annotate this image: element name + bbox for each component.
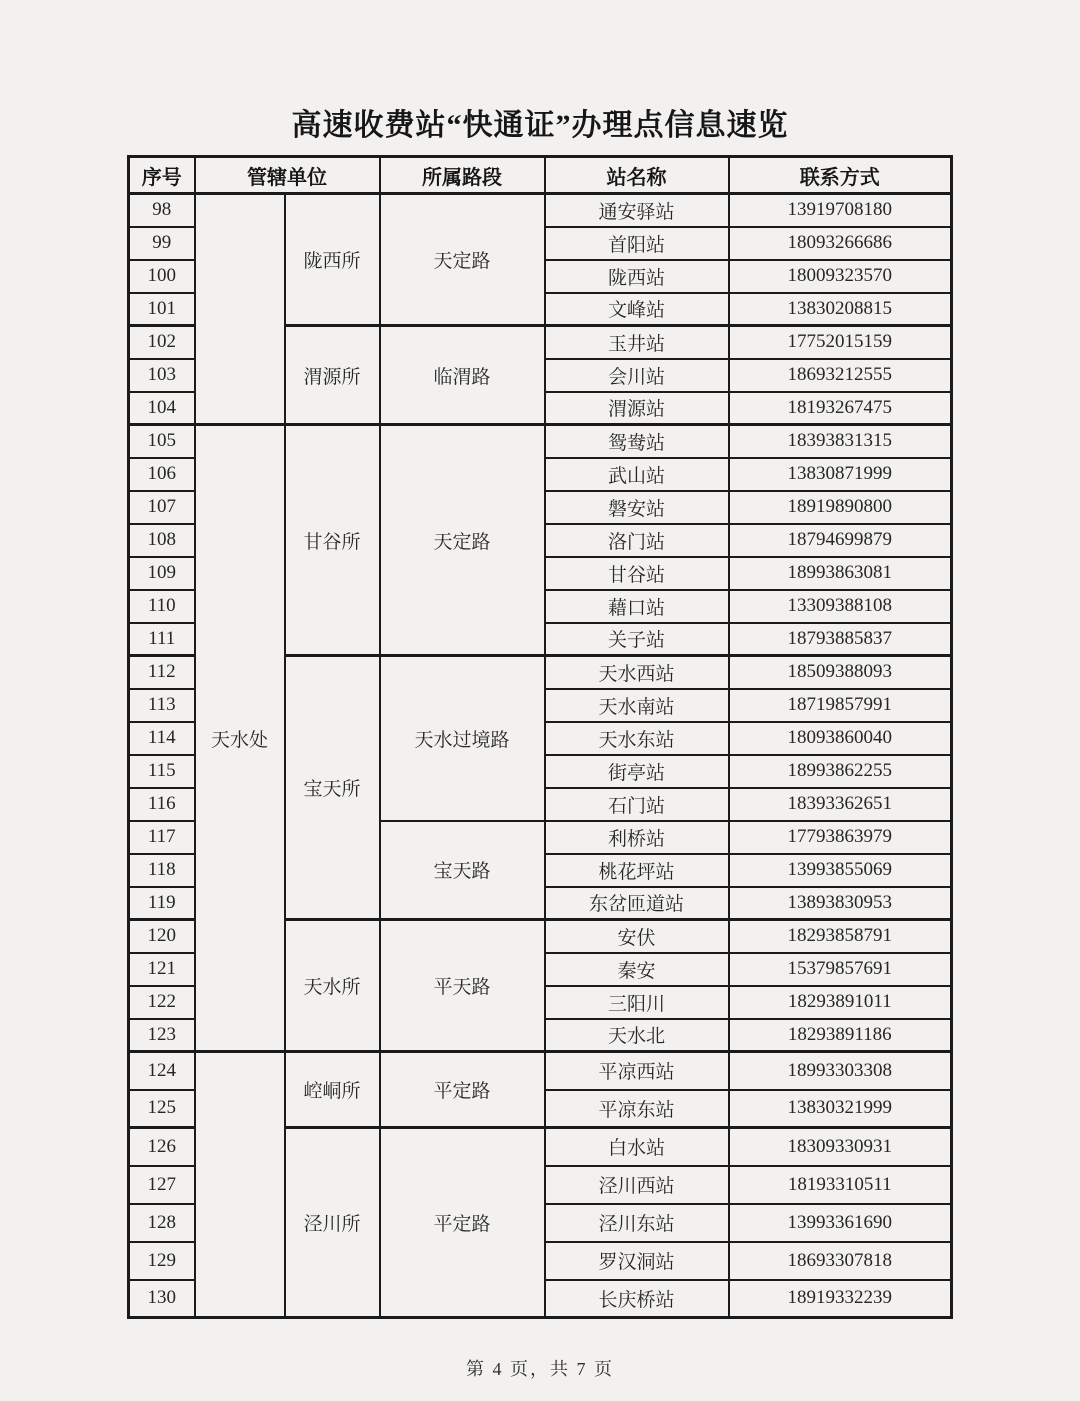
row-number-cell: 129	[129, 1242, 195, 1280]
row-number-cell: 122	[129, 986, 195, 1019]
row-number-cell: 123	[129, 1019, 195, 1052]
phone-cell: 13893830953	[729, 887, 952, 920]
station-cell: 天水东站	[545, 722, 729, 755]
phone-cell: 18093266686	[729, 227, 952, 260]
phone-cell: 18693307818	[729, 1242, 952, 1280]
station-cell: 武山站	[545, 458, 729, 491]
row-number-cell: 120	[129, 920, 195, 953]
phone-cell: 18293891186	[729, 1019, 952, 1052]
row-number-cell: 118	[129, 854, 195, 887]
phone-cell: 18693212555	[729, 359, 952, 392]
page-footer: 第 4 页，共 7 页	[466, 1359, 614, 1379]
phone-cell: 18509388093	[729, 656, 952, 689]
station-cell: 会川站	[545, 359, 729, 392]
row-number-cell: 126	[129, 1128, 195, 1166]
row-number-cell: 124	[129, 1052, 195, 1090]
phone-cell: 18919332239	[729, 1280, 952, 1318]
phone-cell: 18009323570	[729, 260, 952, 293]
row-number-cell: 119	[129, 887, 195, 920]
road-cell: 平定路	[380, 1052, 545, 1128]
phone-cell: 13919708180	[729, 194, 952, 227]
row-number-cell: 107	[129, 491, 195, 524]
station-cell: 首阳站	[545, 227, 729, 260]
phone-cell: 18993303308	[729, 1052, 952, 1090]
road-cell: 天定路	[380, 194, 545, 326]
row-number-cell: 98	[129, 194, 195, 227]
table-row	[129, 1052, 952, 1090]
station-cell: 通安驿站	[545, 194, 729, 227]
row-number-cell: 117	[129, 821, 195, 854]
row-number-cell: 113	[129, 689, 195, 722]
table-body	[129, 194, 952, 1318]
table-header-row	[129, 157, 952, 194]
row-number-cell: 116	[129, 788, 195, 821]
station-cell: 磐安站	[545, 491, 729, 524]
station-cell: 平凉西站	[545, 1052, 729, 1090]
road-cell: 平天路	[380, 920, 545, 1052]
branch-cell: 宝天所	[285, 656, 380, 920]
office-cell	[195, 194, 285, 425]
phone-cell: 13993361690	[729, 1204, 952, 1242]
station-cell: 泾川东站	[545, 1204, 729, 1242]
branch-cell: 泾川所	[285, 1128, 380, 1318]
row-number-cell: 100	[129, 260, 195, 293]
row-number-cell: 101	[129, 293, 195, 326]
phone-cell: 18993862255	[729, 755, 952, 788]
row-number-cell: 104	[129, 392, 195, 425]
row-number-cell: 115	[129, 755, 195, 788]
office-cell: 天水处	[195, 425, 285, 1052]
row-number-cell: 112	[129, 656, 195, 689]
station-cell: 文峰站	[545, 293, 729, 326]
station-cell: 利桥站	[545, 821, 729, 854]
station-cell: 关子站	[545, 623, 729, 656]
station-cell: 桃花坪站	[545, 854, 729, 887]
page-title: 高速收费站“快通证”办理点信息速览	[291, 109, 789, 142]
road-cell: 平定路	[380, 1128, 545, 1318]
phone-cell: 13830321999	[729, 1090, 952, 1128]
phone-cell: 18719857991	[729, 689, 952, 722]
station-cell: 罗汉洞站	[545, 1242, 729, 1280]
station-cell: 秦安	[545, 953, 729, 986]
header-road-section: 所属路段	[380, 157, 545, 194]
station-cell: 天水北	[545, 1019, 729, 1052]
branch-cell: 崆峒所	[285, 1052, 380, 1128]
station-cell: 东岔匝道站	[545, 887, 729, 920]
row-number-cell: 106	[129, 458, 195, 491]
station-cell: 渭源站	[545, 392, 729, 425]
phone-cell: 18993863081	[729, 557, 952, 590]
branch-cell: 甘谷所	[285, 425, 380, 656]
row-number-cell: 110	[129, 590, 195, 623]
header-serial-number: 序号	[129, 157, 195, 194]
header-contact: 联系方式	[729, 157, 952, 194]
station-cell: 石门站	[545, 788, 729, 821]
row-number-cell: 121	[129, 953, 195, 986]
station-cell: 玉井站	[545, 326, 729, 359]
station-cell: 洛门站	[545, 524, 729, 557]
phone-cell: 18393362651	[729, 788, 952, 821]
road-cell: 宝天路	[380, 821, 545, 920]
row-number-cell: 127	[129, 1166, 195, 1204]
station-cell: 天水西站	[545, 656, 729, 689]
station-cell: 长庆桥站	[545, 1280, 729, 1318]
phone-cell: 18393831315	[729, 425, 952, 458]
row-number-cell: 105	[129, 425, 195, 458]
road-cell: 天定路	[380, 425, 545, 656]
row-number-cell: 114	[129, 722, 195, 755]
row-number-cell: 103	[129, 359, 195, 392]
row-number-cell: 125	[129, 1090, 195, 1128]
phone-cell: 15379857691	[729, 953, 952, 986]
station-cell: 安伏	[545, 920, 729, 953]
toll-station-table	[127, 155, 953, 1319]
station-cell: 甘谷站	[545, 557, 729, 590]
office-cell	[195, 1052, 285, 1318]
row-number-cell: 111	[129, 623, 195, 656]
phone-cell: 17752015159	[729, 326, 952, 359]
station-cell: 天水南站	[545, 689, 729, 722]
phone-cell: 18309330931	[729, 1128, 952, 1166]
station-cell: 陇西站	[545, 260, 729, 293]
row-number-cell: 128	[129, 1204, 195, 1242]
branch-cell: 渭源所	[285, 326, 380, 425]
row-number-cell: 102	[129, 326, 195, 359]
phone-cell: 13830871999	[729, 458, 952, 491]
phone-cell: 18793885837	[729, 623, 952, 656]
phone-cell: 17793863979	[729, 821, 952, 854]
row-number-cell: 108	[129, 524, 195, 557]
phone-cell: 18293858791	[729, 920, 952, 953]
station-cell: 藉口站	[545, 590, 729, 623]
row-number-cell: 130	[129, 1280, 195, 1318]
phone-cell: 13309388108	[729, 590, 952, 623]
phone-cell: 13993855069	[729, 854, 952, 887]
station-cell: 街亭站	[545, 755, 729, 788]
road-cell: 临渭路	[380, 326, 545, 425]
road-cell: 天水过境路	[380, 656, 545, 821]
table-row	[129, 194, 952, 227]
station-cell: 三阳川	[545, 986, 729, 1019]
header-managing-unit: 管辖单位	[195, 157, 380, 194]
phone-cell: 18794699879	[729, 524, 952, 557]
station-cell: 泾川西站	[545, 1166, 729, 1204]
row-number-cell: 99	[129, 227, 195, 260]
header-station-name: 站名称	[545, 157, 729, 194]
phone-cell: 13830208815	[729, 293, 952, 326]
phone-cell: 18093860040	[729, 722, 952, 755]
phone-cell: 18919890800	[729, 491, 952, 524]
station-cell: 白水站	[545, 1128, 729, 1166]
row-number-cell: 109	[129, 557, 195, 590]
station-cell: 平凉东站	[545, 1090, 729, 1128]
table-row	[129, 425, 952, 458]
phone-cell: 18193267475	[729, 392, 952, 425]
table-header	[129, 157, 952, 194]
station-cell: 鸳鸯站	[545, 425, 729, 458]
phone-cell: 18193310511	[729, 1166, 952, 1204]
branch-cell: 陇西所	[285, 194, 380, 326]
phone-cell: 18293891011	[729, 986, 952, 1019]
branch-cell: 天水所	[285, 920, 380, 1052]
